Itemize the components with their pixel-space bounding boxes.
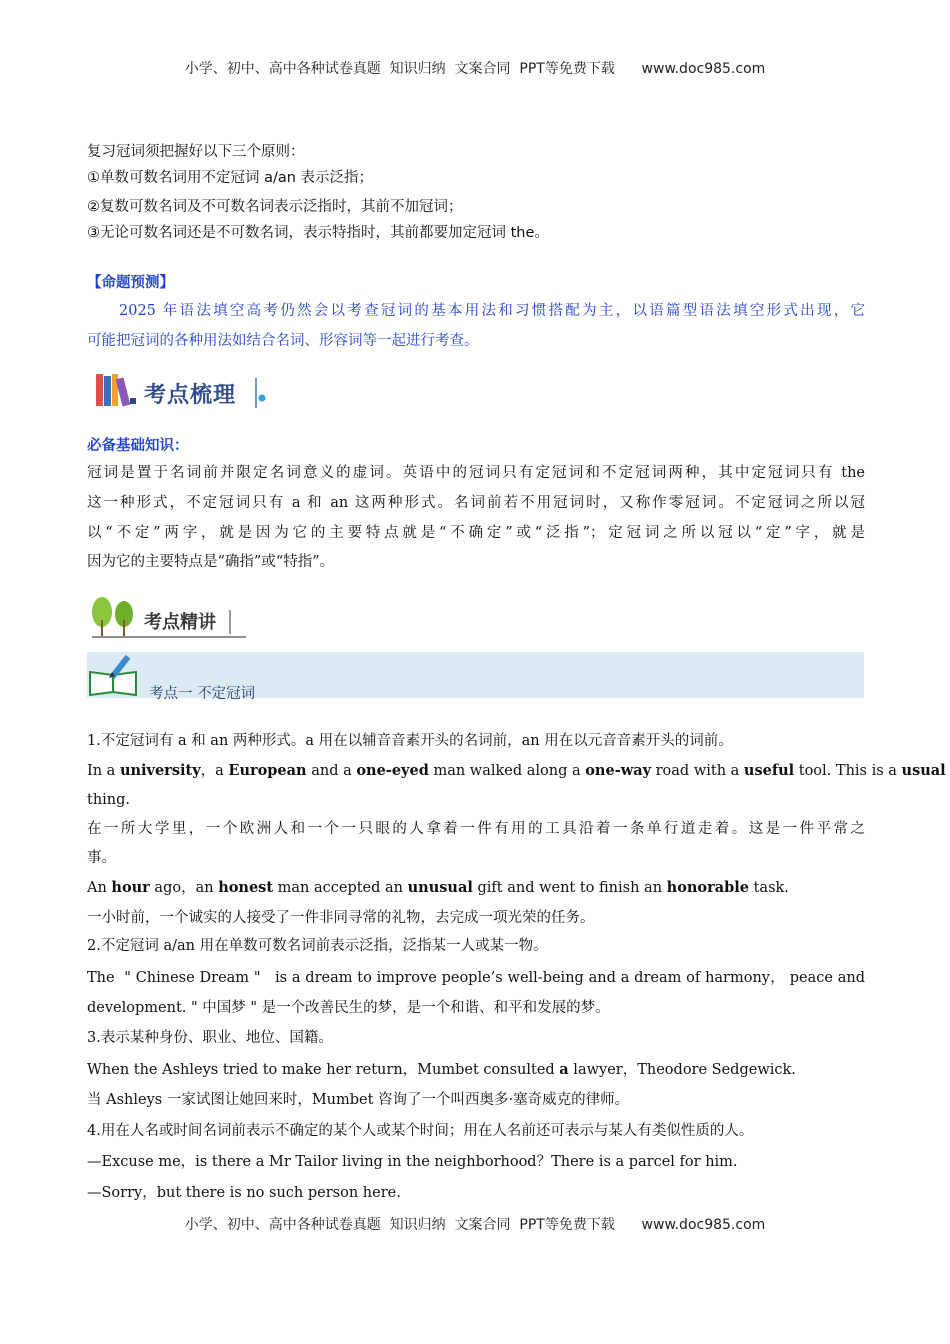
page-footer: 小学、初中、高中各种试卷真题 知识归纳 文案合同 PPT等免费下载 www.doc985.com [184, 1217, 766, 1233]
ex-keyword: one-way [585, 762, 652, 779]
prediction-tag: 【命题预测】 [87, 275, 174, 291]
ex-keyword: honest [218, 879, 274, 896]
ex-keyword: hour [111, 879, 150, 896]
principle-1: ①单数可数名词用不定冠词 a/an 表示泛指； [87, 170, 374, 186]
ex-text: man walked along a [428, 763, 586, 779]
basics-line-1: 冠词是置于名词前并限定名词意义的虚词。英语中的冠词只有定冠词和不定冠词两种，其中定冠词只有 the [87, 465, 865, 481]
basics-line-4: 因为它的主要特点是“确指”或“特指”。 [87, 554, 335, 570]
banner-kaodian-shuli [92, 370, 272, 412]
banner-kaodian-jingjiang-title: 考点精讲 [144, 612, 216, 633]
banner-kaodian-jingjiang [88, 596, 248, 640]
ex-text: tool. This is a [794, 763, 902, 779]
ex-text: and a [306, 763, 357, 779]
banner-kaodian-shuli-title: 考点梳理 [144, 383, 237, 408]
rule-2-example-2: development. " 中国梦 " 是一个改善民生的梦，是一个和谐、和平和发展的梦。 [87, 1000, 610, 1016]
basics-heading: 必备基础知识： [87, 438, 189, 454]
page-header: 小学、初中、高中各种试卷真题 知识归纳 文案合同 PPT等免费下载 www.doc985.com [184, 61, 766, 77]
basics-line-2: 这一种形式，不定冠词只有 a 和 an 这两种形式。名词前若不用冠词时，又称作零冠词。不定冠词之所以冠 [87, 495, 865, 511]
ex-keyword: a [559, 1061, 569, 1078]
ex-keyword: one-eyed [356, 762, 429, 779]
ex-text: In a [87, 763, 120, 779]
book-pencil-icon [87, 652, 143, 698]
rule-1-example-end: thing. [87, 792, 131, 808]
rule-1-translation-1: 在一所大学里，一个欧洲人和一个一只眼的人拿着一件有用的工具沿着一条单行道走着。这是一件平常之 [87, 821, 865, 837]
basics-line-3: 以“不定”两字，就是因为它的主要特点就是“不确定”或“泛指”；定冠词之所以冠以“定”字，就是 [87, 525, 865, 541]
rule-1-translation-3: 一小时前，一个诚实的人接受了一件非同寻常的礼物，去完成一项光荣的任务。 [87, 910, 595, 926]
rule-2-example-1: The " Chinese Dream " is a dream to improve people’s well-being and a dream of harmony， peace and [87, 970, 865, 986]
ex-text: road with a [651, 763, 744, 779]
rule-3-text: 3.表示某种身份、职业、地位、国籍。 [87, 1030, 333, 1046]
ex-keyword: usual [901, 762, 946, 779]
rule-3-example [87, 1060, 865, 1080]
rule-1-example [87, 761, 946, 781]
section-bar [87, 652, 864, 702]
rule-1-text: 1.不定冠词有 a 和 an 两种形式。a 用在以辅音音素开头的名词前，an 用在以元音音素开头的词前。 [87, 733, 733, 749]
rule-1-translation-2: 事。 [87, 850, 116, 866]
prediction-line-1: 2025 年语法填空高考仍然会以考查冠词的基本用法和习惯搭配为主，以语篇型语法填空形式出现，它 [119, 303, 865, 319]
ex-keyword: honorable [666, 879, 749, 896]
ex-text: man accepted an [273, 880, 408, 896]
rule-4-text: 4.用在人名或时间名词前表示不确定的某个人或某个时间；用在人名前还可表示与某人有类似性质的人。 [87, 1123, 754, 1139]
rule-4-dialog-2: —Sorry，but there is no such person here. [87, 1185, 401, 1201]
section-title: 考点一 不定冠词 [149, 686, 256, 702]
ex-text: An [87, 880, 112, 896]
ex-text: ，a [200, 763, 229, 779]
ex-text: lawyer，Theodore Sedgewick. [568, 1062, 796, 1078]
ex-text: task. [749, 880, 789, 896]
ex-keyword: university [119, 762, 201, 779]
ex-text: ago，an [149, 880, 219, 896]
ex-keyword: unusual [407, 879, 473, 896]
prediction-line-2: 可能把冠词的各种用法如结合名词、形容词等一起进行考查。 [87, 333, 479, 349]
rule-4-dialog-1: —Excuse me，is there a Mr Tailor living in the neighborhood？There is a parcel for him. [87, 1154, 738, 1170]
ex-text: gift and went to finish an [472, 880, 667, 896]
ex-keyword: European [228, 762, 307, 779]
principle-2: ②复数可数名词及不可数名词表示泛指时，其前不加冠词； [87, 199, 463, 215]
rule-2-text: 2.不定冠词 a/an 用在单数可数名词前表示泛指，泛指某一人或某一物。 [87, 938, 548, 954]
rule-1-example-2 [87, 878, 865, 898]
ex-text: When the Ashleys tried to make her return，Mumbet consulted [87, 1062, 560, 1078]
ex-keyword: useful [743, 762, 795, 779]
rule-3-translation: 当 Ashleys 一家试图让她回来时，Mumbet 咨询了一个叫西奥多·塞奇威克的律师。 [87, 1092, 630, 1108]
principle-3: ③无论可数名词还是不可数名词，表示特指时，其前都要加定冠词 the。 [87, 225, 549, 241]
principles-intro: 复习冠词须把握好以下三个原则： [87, 144, 305, 160]
